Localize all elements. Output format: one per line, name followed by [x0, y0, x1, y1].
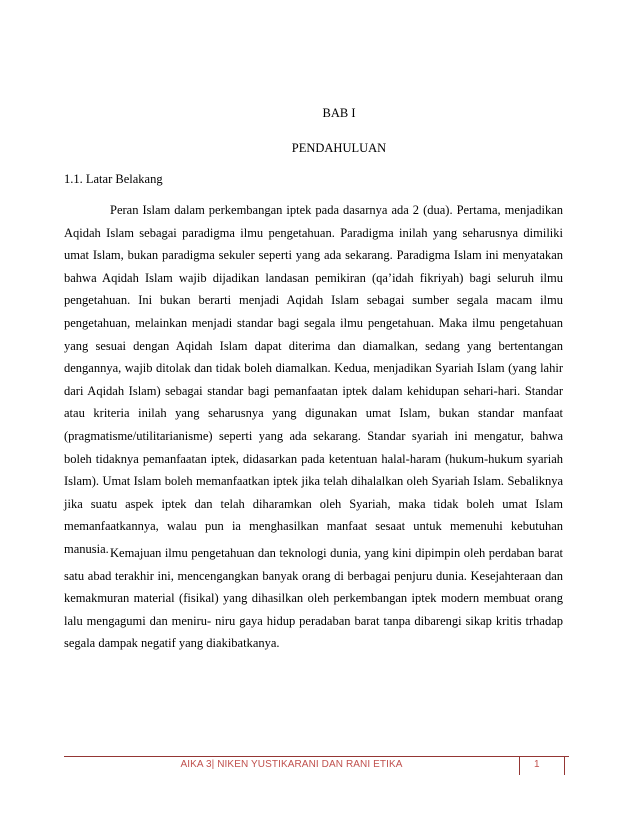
- footer-divider: [64, 756, 569, 757]
- paragraph-1: Peran Islam dalam perkembangan iptek pada dasarnya ada 2 (dua). Pertama, menjadikan Aqidah Islam sebagai paradigma ilmu pengetahuan. Paradigma inilah yang seharusnya dimiliki umat Islam, bukan paradigma sekuler seperti yang ada sekarang. Paradigma Islam ini menyatakan bahwa Aqidah Islam wajib dijadikan landasan pemikiran (qa’idah fikriyah) bagi seluruh ilmu pengetahuan. Ini bukan berarti menjadi Aqidah Islam sebagai sumber segala macam ilmu pengetahuan, melainkan menjadi standar bagi segala ilmu pengetahuan. Maka ilmu pengetahuan yang sesuai dengan Aqidah Islam dapat diterima dan diamalkan, sedang yang bertentangan dengannya, wajib ditolak dan tidak boleh diamalkan. Kedua, menjadikan Syariah Islam (yang lahir dari Aqidah Islam) sebagai standar bagi pemanfaatan iptek dalam kehidupan sehari-hari. Standar atau kriteria inilah yang seharusnya yang digunakan umat Islam, bukan standar manfaat (pragmatisme/utilitarianisme) seperti yang ada sekarang. Standar syariah ini mengatur, bahwa boleh tidaknya pemanfaatan iptek, didasarkan pada ketentuan halal-haram (hukum-hukum syariah Islam). Umat Islam boleh memanfaatkan iptek jika telah dihalalkan oleh Syariah Islam. Sebaliknya jika suatu aspek iptek dan telah diharamkan oleh Syariah, maka tidak boleh umat Islam memanfaatkannya, walau pun ia menghasilkan manfaat sesaat untuk memenuhi kebutuhan manusia.: [64, 203, 563, 556]
- page-number: 1: [534, 759, 540, 770]
- page-number-box: [519, 757, 565, 775]
- footer-author-line: AIKA 3| NIKEN YUSTIKARANI DAN RANI ETIKA: [180, 759, 403, 770]
- paragraph-2: Kemajuan ilmu pengetahuan dan teknologi dunia, yang kini dipimpin oleh perdaban barat satu abad terakhir ini, mencengangkan banyak orang di berbagai penjuru dunia. Kesejahteraan dan kemakmuran material (fisikal) yang dihasilkan oleh perkembangan iptek modern membuat orang lalu mengagumi dan meniru- niru gaya hidup peradaban barat tanpa dibarengi sikap kritis trhadap segala dampak negatif yang diakibatkanya.: [64, 546, 563, 651]
- chapter-title: PENDAHULUAN: [291, 141, 387, 155]
- section-heading: 1.1. Latar Belakang: [64, 172, 163, 186]
- chapter-number: BAB I: [322, 106, 356, 120]
